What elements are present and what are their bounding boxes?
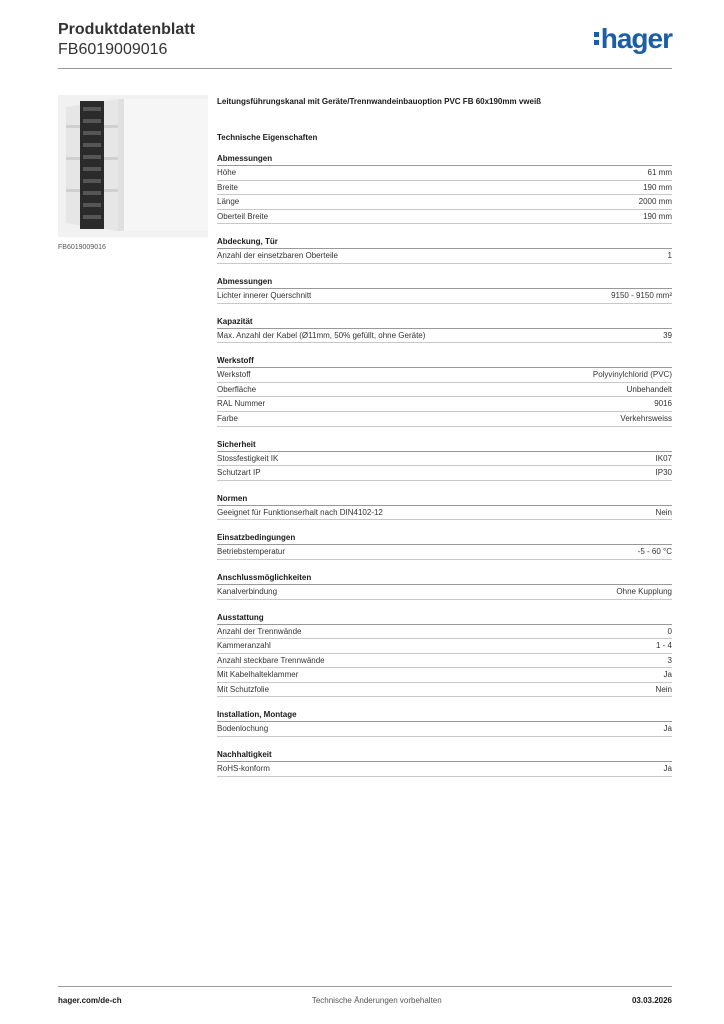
footer-notice: Technische Änderungen vorbehalten	[311, 996, 442, 1005]
property-value: Ja	[663, 724, 672, 734]
property-value: Ja	[663, 764, 672, 774]
property-label: Werkstoff	[217, 370, 251, 380]
property-label: Schutzart IP	[217, 468, 261, 478]
property-label: Stossfestigkeit IK	[217, 453, 279, 463]
section-heading: Einsatzbedingungen	[217, 532, 672, 545]
property-label: Mit Schutzfolie	[217, 684, 270, 694]
property-value: 61 mm	[647, 168, 672, 177]
property-row	[217, 195, 672, 210]
document-header	[58, 20, 195, 60]
document-title: Produktdatenblatt	[58, 21, 195, 38]
property-row	[217, 452, 672, 467]
section-heading: Sicherheit	[217, 439, 672, 452]
page-footer	[58, 996, 672, 1005]
header-divider	[58, 68, 672, 69]
product-image	[58, 95, 208, 237]
section-heading: Werkstoff	[217, 355, 672, 368]
property-value: 190 mm	[643, 211, 672, 221]
property-row	[217, 397, 672, 412]
technical-properties-title: Technische Eigenschaften	[217, 133, 318, 142]
property-label: Betriebstemperatur	[217, 547, 286, 557]
property-label: Länge	[217, 197, 240, 207]
property-row	[217, 722, 672, 737]
property-label: Anzahl der einsetzbaren Oberteile	[217, 251, 338, 261]
property-row	[217, 181, 672, 196]
section-heading: Abdeckung, Tür	[217, 236, 672, 249]
property-row	[217, 683, 672, 698]
property-label: Lichter innerer Querschnitt	[217, 290, 312, 300]
logo-dots-icon	[594, 29, 599, 48]
article-number: FB6019009016	[58, 41, 168, 58]
property-row	[217, 625, 672, 640]
property-value: 9150 - 9150 mm²	[611, 290, 672, 300]
property-row	[217, 383, 672, 398]
property-value: IK07	[655, 453, 672, 463]
property-label: Oberfläche	[217, 384, 257, 394]
property-row	[217, 466, 672, 481]
property-label: Geeignet für Funktionserhalt nach DIN4102-12	[217, 507, 383, 517]
property-row	[217, 654, 672, 669]
property-value: 1	[667, 251, 672, 261]
footer-website[interactable]: hager.com/de-ch	[58, 996, 122, 1005]
property-value: Ohne Kupplung	[616, 586, 672, 596]
section-heading: Anschlussmöglichkeiten	[217, 572, 672, 585]
property-row	[217, 545, 672, 560]
section-heading: Abmessungen	[217, 153, 672, 166]
property-value: Ja	[663, 670, 672, 680]
property-label: Oberteil Breite	[217, 211, 269, 221]
property-row	[217, 412, 672, 427]
property-label: Anzahl steckbare Trennwände	[217, 655, 325, 665]
property-label: Farbe	[217, 413, 238, 423]
logo-text: hager	[600, 23, 672, 54]
property-row	[217, 506, 672, 521]
section-heading: Normen	[217, 493, 672, 506]
property-row	[217, 329, 672, 344]
property-label: Mit Kabelhalteklammer	[217, 670, 299, 680]
property-value: IP30	[655, 468, 672, 478]
section-heading: Ausstattung	[217, 612, 672, 625]
property-row	[217, 210, 672, 225]
property-value: Polyvinylchlorid (PVC)	[592, 370, 672, 380]
footer-date: 03.03.2026	[631, 996, 672, 1005]
property-value: 39	[663, 330, 672, 340]
hager-logo	[594, 24, 672, 54]
property-value: 3	[667, 655, 672, 665]
property-row	[217, 585, 672, 600]
product-details	[217, 97, 672, 777]
image-caption: FB6019009016	[58, 244, 106, 251]
cable-duct-icon	[58, 95, 208, 237]
section-heading: Kapazität	[217, 316, 672, 329]
property-row	[217, 249, 672, 264]
section-heading: Installation, Montage	[217, 709, 672, 722]
section-heading: Nachhaltigkeit	[217, 749, 672, 762]
property-sections	[217, 153, 672, 777]
property-label: Bodenlochung	[217, 724, 269, 734]
product-name: Leitungsführungskanal mit Geräte/Trennwandeinbauoption PVC FB 60x190mm vweiß	[217, 97, 542, 106]
property-row	[217, 762, 672, 777]
property-row	[217, 668, 672, 683]
property-value: 2000 mm	[638, 197, 672, 207]
property-value: Nein	[655, 684, 672, 694]
property-label: Kammeranzahl	[217, 641, 271, 651]
property-label: Anzahl der Trennwände	[217, 626, 302, 636]
property-value: Nein	[655, 507, 672, 517]
property-row	[217, 166, 672, 181]
property-label: Höhe	[217, 168, 237, 177]
property-row	[217, 368, 672, 383]
property-value: 1 - 4	[655, 641, 672, 651]
section-heading: Abmessungen	[217, 276, 672, 289]
property-label: RoHS-konform	[217, 764, 270, 774]
property-value: 0	[667, 626, 672, 636]
property-label: Kanalverbindung	[217, 586, 278, 596]
property-value: Unbehandelt	[626, 384, 672, 394]
property-row	[217, 639, 672, 654]
footer-divider	[58, 986, 672, 987]
property-value: Verkehrsweiss	[620, 413, 672, 423]
property-label: Breite	[217, 182, 238, 192]
property-value: 190 mm	[643, 182, 672, 192]
property-value: -5 - 60 °C	[637, 547, 672, 557]
property-row	[217, 289, 672, 304]
property-label: Max. Anzahl der Kabel (Ø11mm, 50% gefüllt, ohne Geräte)	[217, 330, 426, 340]
property-value: 9016	[654, 399, 672, 409]
property-label: RAL Nummer	[217, 399, 266, 409]
